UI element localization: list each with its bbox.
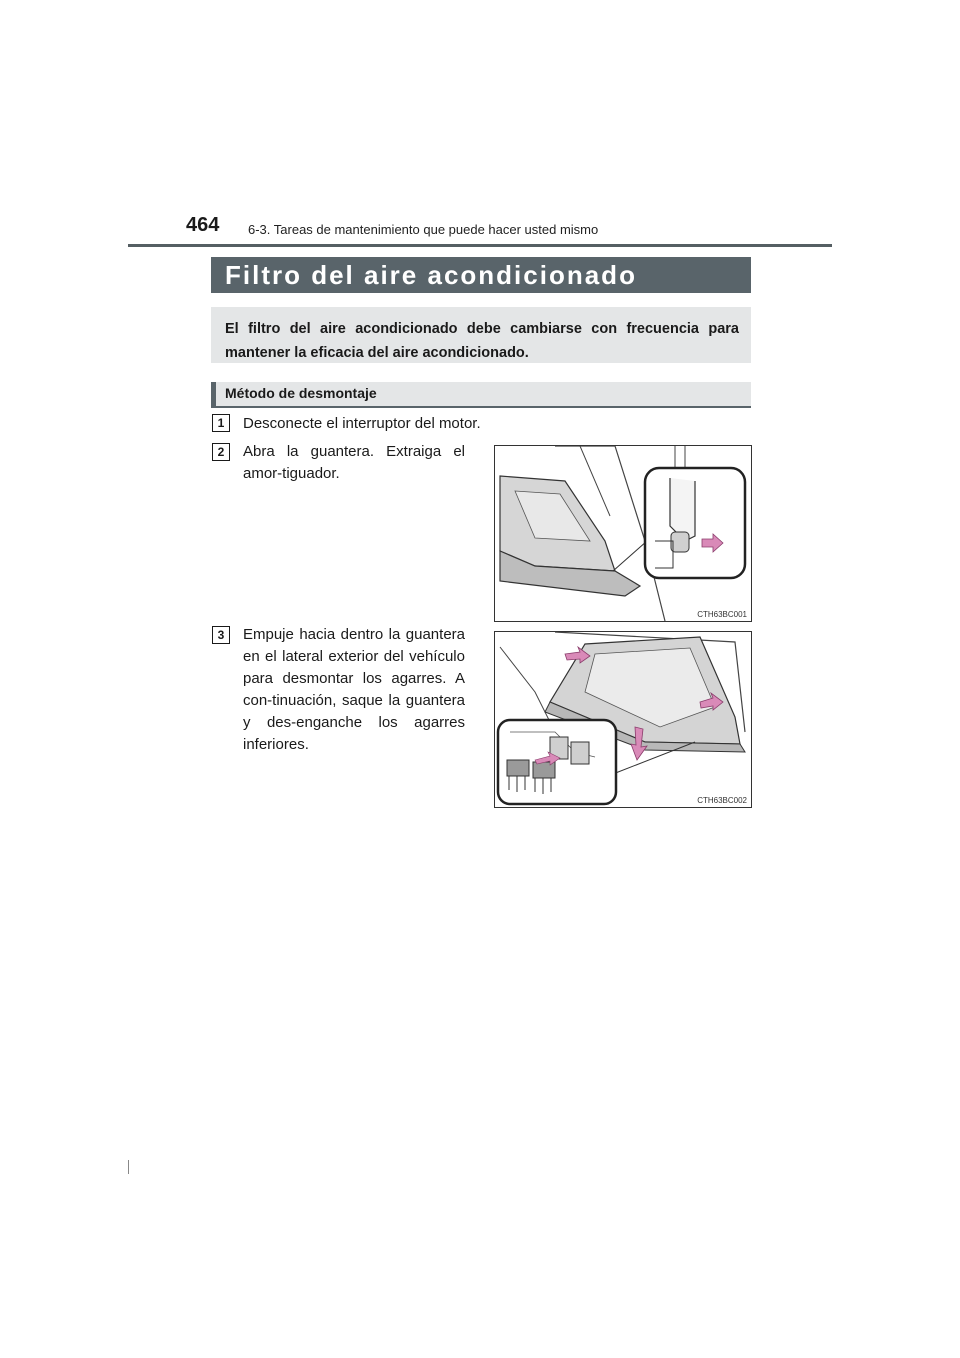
running-header: 6-3. Tareas de mantenimiento que puede hacer usted mismo [248, 222, 599, 237]
figure-code-1: CTH63BC001 [697, 610, 747, 619]
section-title: Método de desmontaje [225, 385, 377, 401]
step-text-2: Abra la guantera. Extraiga el amor-tiguador. [243, 443, 465, 482]
intro-box [211, 307, 751, 363]
title-bar [211, 257, 751, 293]
page-title: Filtro del aire acondicionado [225, 260, 637, 290]
page-number: 464 [186, 214, 220, 236]
glovebox-damper-illustration [495, 446, 751, 621]
step-badge-3: 3 [212, 626, 230, 644]
step-text-3: Empuje hacia dentro la guantera en el lateral exterior del vehículo para desmontar los agarres. A con-tinuación, saque la guantera y des-enganche los agarres inferiores. [243, 626, 465, 753]
step-badge-2: 2 [212, 443, 230, 461]
figure-code-2: CTH63BC002 [697, 796, 747, 805]
glovebox-removal-illustration [495, 632, 751, 807]
section-accent [211, 382, 216, 406]
section-heading [211, 382, 751, 408]
step-badge-1: 1 [212, 414, 230, 432]
step-text-1: Desconecte el interruptor del motor. [243, 415, 481, 432]
figure-glovebox-damper [494, 445, 752, 622]
figure-glovebox-removal [494, 631, 752, 808]
header-rule [128, 244, 832, 247]
margin-mark [128, 1160, 129, 1174]
intro-text: El filtro del aire acondicionado debe cambiarse con frecuencia para mantener la eficacia del aire acondicionado. [225, 321, 739, 361]
